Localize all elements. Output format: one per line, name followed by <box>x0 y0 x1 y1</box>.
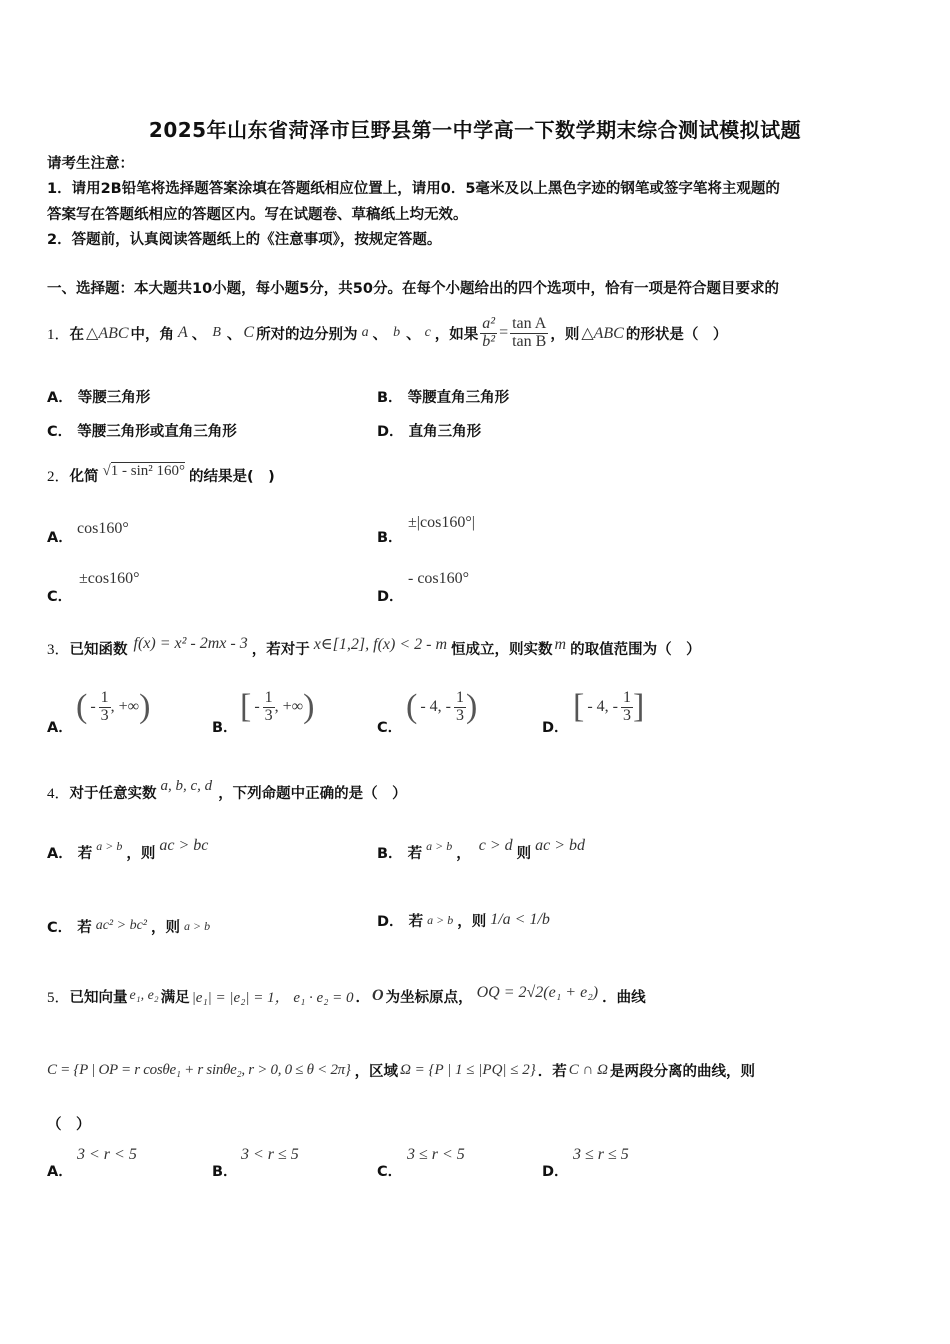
q1-option-c[interactable]: C． 等腰三角形或直角三角形 <box>47 424 237 440</box>
q1-equals: = <box>499 324 509 341</box>
q4-number: 4． <box>47 785 70 802</box>
q2-option-d[interactable]: - cos160° <box>408 570 470 587</box>
q1-fraction-sides: $\frac{\text{a²}}{\text{b²}}$ <box>482 314 496 350</box>
q2-number: 2． <box>47 468 70 485</box>
section-heading: 一、选择题：本大题共10小题，每小题5分，共50分。在每个小题给出的四个选项中，恰有一项是符合题目要求的 <box>47 281 779 297</box>
q2-text: 的结果是( ) <box>189 468 275 485</box>
notice-line-2: 答案写在答题纸相应的答题区内。写在试题卷、草稿纸上均无效。 <box>47 207 468 223</box>
q1-angle-a: A <box>178 324 188 341</box>
q1-angle-c: C <box>243 324 255 341</box>
question-5 <box>47 976 646 1016</box>
q3-option-d[interactable]: [ - 4, - $\frac{1}{3}$ ] <box>573 688 645 725</box>
q3-option-c-label[interactable]: C． <box>377 720 403 736</box>
q2-text: 化简 <box>69 468 99 485</box>
q2-option-b[interactable]: ±|cos160°| <box>408 514 475 531</box>
question-2 <box>47 455 275 495</box>
q1-number: 1． <box>47 326 70 343</box>
q5-vectors: e₁, e₂ <box>129 988 159 1003</box>
q3-text: 已知函数 <box>69 641 128 658</box>
q2-option-a-label[interactable]: A． <box>47 530 73 546</box>
q3-text: 的取值范围为（ ） <box>570 641 701 658</box>
question-1 <box>47 303 727 363</box>
q1-option-a[interactable]: A． 等腰三角形 <box>47 390 151 406</box>
q5-text: 为坐标原点， <box>385 989 473 1006</box>
q3-text: 恒成立，则实数 <box>451 641 553 658</box>
q4-text: 对于任意实数 <box>69 785 157 802</box>
q1-fraction-tan: $\frac{\text{tan A}}{\text{tan B}}$ <box>512 314 547 350</box>
q3-condition: x∈[1,2], f(x) < 2 - m <box>313 636 448 653</box>
q3-option-a-label[interactable]: A． <box>47 720 73 736</box>
q1-text: ，如果 <box>434 326 479 343</box>
q3-option-d-label[interactable]: D． <box>542 720 569 736</box>
q1-triangle: △ABC <box>581 325 624 342</box>
q5-number: 5． <box>47 989 70 1006</box>
q5-option-c[interactable]: 3 ≤ r < 5 <box>407 1146 465 1163</box>
q5-text: 满足 <box>160 989 190 1006</box>
q3-option-b-label[interactable]: B． <box>212 720 238 736</box>
q5-origin: O <box>372 987 384 1004</box>
q5-option-d[interactable]: 3 ≤ r ≤ 5 <box>573 1146 629 1163</box>
q4-option-c[interactable]: C． 若 ac² > bc² ，则 a > b <box>47 918 211 936</box>
q1-side-c: c <box>424 325 431 340</box>
q1-text: 中，角 <box>130 326 175 343</box>
q5-option-c-label[interactable]: C． <box>377 1164 403 1180</box>
q1-option-d[interactable]: D． 直角三角形 <box>377 424 482 440</box>
q1-angle-b: B <box>212 325 221 340</box>
q5-option-b[interactable]: 3 < r ≤ 5 <box>241 1146 299 1163</box>
q2-radical: √1 - sin² 160° <box>102 462 185 479</box>
q1-sep: 、 <box>191 326 207 343</box>
page-title: 2025年山东省菏泽市巨野县第一中学高一下数学期末综合测试模拟试题 <box>148 118 802 142</box>
q5-option-d-label[interactable]: D． <box>542 1164 569 1180</box>
q1-option-b[interactable]: B． 等腰直角三角形 <box>377 390 510 406</box>
q5-answer-paren: （ ） <box>47 1117 91 1133</box>
q5-curve-def: C = {P | OP = r cosθe₁ + r sinθe₂, r > 0, 0 ≤ θ < 2π} <box>47 1061 351 1078</box>
q1-text: ，则 <box>550 326 580 343</box>
question-4 <box>47 772 407 812</box>
q1-side-a: a <box>361 325 369 340</box>
q5-option-b-label[interactable]: B． <box>212 1164 238 1180</box>
q2-option-b-label[interactable]: B． <box>377 530 403 546</box>
q5-text: ．曲线 <box>602 989 646 1006</box>
q5-intersection: C ∩ Ω <box>568 1061 608 1078</box>
q5-text: ，区域 <box>354 1063 399 1080</box>
q3-option-b[interactable]: [ - $\frac{1}{3}$ , +∞ ) <box>240 688 315 725</box>
q4-option-d[interactable]: D． 若 a > b ，则 1/a < 1/b <box>377 911 550 930</box>
q4-vars: a, b, c, d <box>160 777 213 794</box>
q5-text: 是两段分离的曲线，则 <box>609 1063 755 1080</box>
q1-triangle: △ABC <box>86 325 129 342</box>
q5-option-a-label[interactable]: A． <box>47 1164 73 1180</box>
q3-option-c[interactable]: ( - 4, - $\frac{1}{3}$ ) <box>406 688 478 725</box>
q3-function: f(x) = x² - 2mx - 3 <box>133 635 248 652</box>
q5-line-2 <box>47 1050 755 1090</box>
q5-text: ．若 <box>537 1063 567 1080</box>
q3-option-a[interactable]: ( - $\frac{1}{3}$ , +∞ ) <box>76 688 151 725</box>
q5-oq: OQ = 2√2(e₁ + e₂) <box>476 984 599 1001</box>
q3-text: ，若对于 <box>251 641 310 658</box>
q3-number: 3． <box>47 641 70 658</box>
q5-option-a[interactable]: 3 < r < 5 <box>77 1146 137 1163</box>
q1-sep: 、 <box>372 326 388 343</box>
q1-text: 的形状是（ ） <box>625 326 728 343</box>
notice-heading: 请考生注意： <box>47 156 134 172</box>
notice-line-1: 1．请用2B铅笔将选择题答案涂填在答题纸相应位置上，请用0．5毫米及以上黑色字迹的钢笔或签字笔将主观题的 <box>47 181 780 197</box>
q4-option-b[interactable]: B． 若 a > b ， c > d 则 ac > bd <box>377 837 586 862</box>
q2-option-a[interactable]: cos160° <box>77 520 129 537</box>
q5-region: Ω = {P | 1 ≤ |PQ| ≤ 2} <box>400 1061 536 1078</box>
q1-sep: 、 <box>226 326 242 343</box>
q1-text: 在 <box>69 326 85 343</box>
q1-text: 所对的边分别为 <box>256 326 358 343</box>
q5-norm: |e₁| = |e₂| = 1， e₁ · e₂ = 0 <box>191 989 354 1006</box>
q3-var-m: m <box>554 636 567 653</box>
q1-side-b: b <box>393 325 401 340</box>
q2-option-c[interactable]: ±cos160° <box>79 570 140 587</box>
question-3 <box>47 628 701 668</box>
q5-text: ． <box>355 989 371 1006</box>
q2-option-d-label[interactable]: D． <box>377 589 404 605</box>
q2-option-c-label[interactable]: C． <box>47 589 73 605</box>
q5-text: 已知向量 <box>69 989 128 1006</box>
q1-sep: 、 <box>406 326 421 343</box>
q4-text: ，下列命题中正确的是（ ） <box>218 785 407 802</box>
notice-line-3: 2．答题前，认真阅读答题纸上的《注意事项》，按规定答题。 <box>47 232 442 248</box>
q4-option-a[interactable]: A． 若 a > b ，则 ac > bc <box>47 837 209 862</box>
